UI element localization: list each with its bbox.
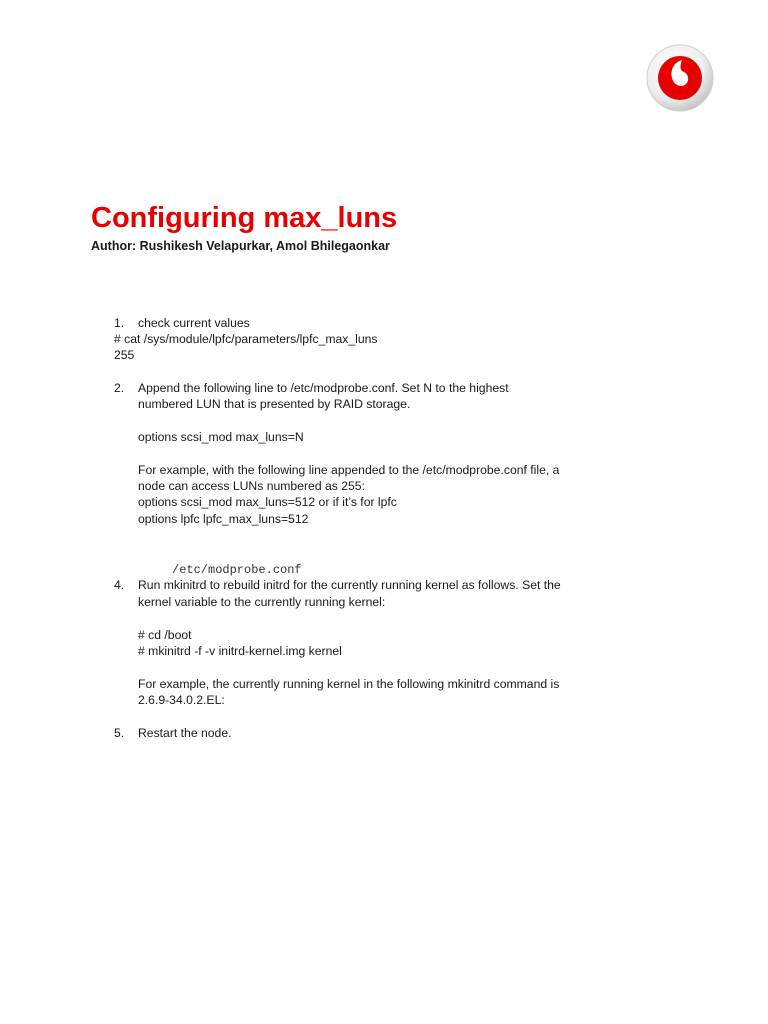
command-line: # mkinitrd -f -v initrd-kernel.img kernel: [138, 644, 342, 658]
step-number: 2.: [114, 381, 125, 395]
modprobe-path: /etc/modprobe.conf: [172, 563, 302, 577]
config-line: options scsi_mod max_luns=N: [138, 430, 304, 444]
step-text: For example, with the following line appended to the /etc/modprobe.conf file, a: [138, 463, 560, 477]
step-text: numbered LUN that is presented by RAID storage.: [138, 397, 411, 411]
step-number: 1.: [114, 316, 125, 330]
step-text: check current values: [138, 316, 250, 330]
step-text: For example, the currently running kernel in the following mkinitrd command is: [138, 677, 560, 691]
step-number: 5.: [114, 726, 125, 740]
step-text: 2.6.9-34.0.2.EL:: [138, 693, 225, 707]
step-text: kernel variable to the currently running kernel:: [138, 595, 386, 609]
step-number: 4.: [114, 578, 125, 592]
command-line: # cat /sys/module/lpfc/parameters/lpfc_max_luns: [114, 332, 378, 346]
document-title: Configuring max_luns: [91, 202, 398, 234]
author-line: Author: Rushikesh Velapurkar, Amol Bhilegaonkar: [91, 239, 390, 253]
config-line: options lpfc lpfc_max_luns=512: [138, 512, 309, 526]
config-line: options scsi_mod max_luns=512 or if it’s for lpfc: [138, 495, 397, 509]
command-output: 255: [114, 348, 135, 362]
step-text: Run mkinitrd to rebuild initrd for the currently running kernel as follows. Set the: [138, 578, 561, 592]
command-line: # cd /boot: [138, 628, 192, 642]
vodafone-speechmark-icon: [646, 44, 714, 112]
step-text: Append the following line to /etc/modprobe.conf. Set N to the highest: [138, 381, 509, 395]
step-text: Restart the node.: [138, 726, 232, 740]
vodafone-logo: [646, 44, 714, 112]
step-text: node can access LUNs numbered as 255:: [138, 479, 365, 493]
